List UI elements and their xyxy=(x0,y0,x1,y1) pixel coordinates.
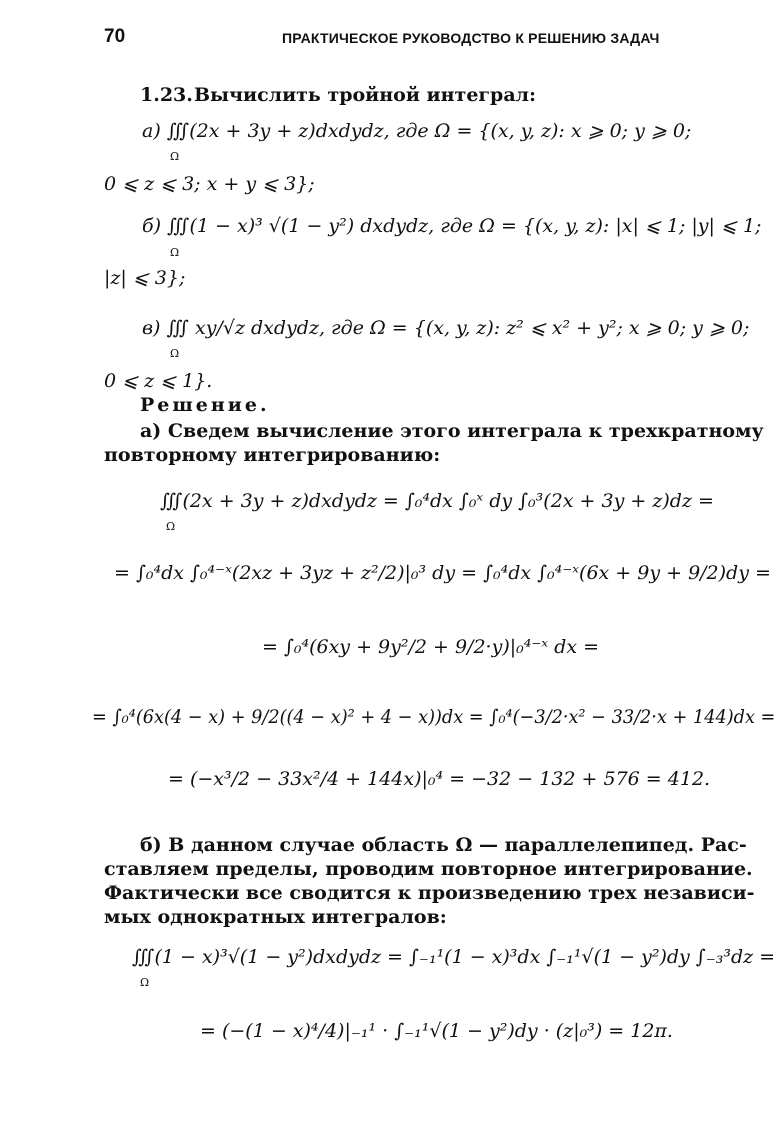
problem-number: 1.23. xyxy=(140,84,193,106)
equation-6-subscript: Ω xyxy=(140,976,150,989)
problem-b-line2: |z| ⩽ 3}; xyxy=(104,267,186,289)
equation-3: = ∫₀⁴(6xy + 9y²/2 + 9/2·y)|₀⁴⁻ˣ dx = xyxy=(262,636,600,658)
problem-b-line1: б) ∭(1 − x)³ √(1 − y²) dxdydz, где Ω = {(x, y, z): |x| ⩽ 1; |y| ⩽ 1; xyxy=(142,215,762,237)
solution-heading: Решение. xyxy=(140,394,270,416)
problem-c-subscript: Ω xyxy=(170,347,180,360)
problem-a-line2: 0 ⩽ z ⩽ 3; x + y ⩽ 3}; xyxy=(104,173,315,195)
problem-c-line2: 0 ⩽ z ⩽ 1}. xyxy=(104,370,213,392)
equation-7: = (−(1 − x)⁴/4)|₋₁¹ · ∫₋₁¹√(1 − y²)dy · (z|₀³) = 12π. xyxy=(200,1020,673,1042)
solution-b-text-line1: б) В данном случае область Ω — параллелепипед. Рас- xyxy=(140,834,747,856)
solution-b-text-line2: ставляем пределы, проводим повторное интегрирование. xyxy=(104,858,753,880)
equation-5: = (−x³/2 − 33x²/4 + 144x)|₀⁴ = −32 − 132 + 576 = 412. xyxy=(168,768,711,790)
equation-6: ∭(1 − x)³√(1 − y²)dxdydz = ∫₋₁¹(1 − x)³dx ∫₋₁¹√(1 − y²)dy ∫₋₃³dz = xyxy=(132,946,776,968)
equation-1-subscript: Ω xyxy=(166,520,176,533)
equation-2: = ∫₀⁴dx ∫₀⁴⁻ˣ(2xz + 3yz + z²/2)|₀³ dy = ∫₀⁴dx ∫₀⁴⁻ˣ(6x + 9y + 9/2)dy = xyxy=(114,562,771,584)
problem-a-line1: а) ∭(2x + 3y + z)dxdydz, где Ω = {(x, y, z): x ⩾ 0; y ⩾ 0; xyxy=(142,120,692,142)
equation-4: = ∫₀⁴(6x(4 − x) + 9/2((4 − x)² + 4 − x))dx = ∫₀⁴(−3/2·x² − 33/2·x + 144)dx = xyxy=(92,706,776,728)
page-number: 70 xyxy=(104,26,126,47)
problem-statement: Вычислить тройной интеграл: xyxy=(194,84,537,106)
running-title: ПРАКТИЧЕСКОЕ РУКОВОДСТВО К РЕШЕНИЮ ЗАДАЧ xyxy=(282,30,660,46)
solution-b-text-line3: Фактически все сводится к произведению трех независи- xyxy=(104,882,755,904)
problem-b-subscript: Ω xyxy=(170,246,180,259)
solution-a-text-line2: повторному интегрированию: xyxy=(104,444,441,466)
problem-c-line1: в) ∭ xy/√z dxdydz, где Ω = {(x, y, z): z² ⩽ x² + y²; x ⩾ 0; y ⩾ 0; xyxy=(142,317,750,339)
problem-a-subscript: Ω xyxy=(170,150,180,163)
solution-b-text-line4: мых однократных интегралов: xyxy=(104,906,447,928)
solution-a-text-line1: а) Сведем вычисление этого интеграла к трехкратному xyxy=(140,420,764,442)
equation-1: ∭(2x + 3y + z)dxdydz = ∫₀⁴dx ∫₀ˣ dy ∫₀³(2x + 3y + z)dz = xyxy=(160,490,714,512)
